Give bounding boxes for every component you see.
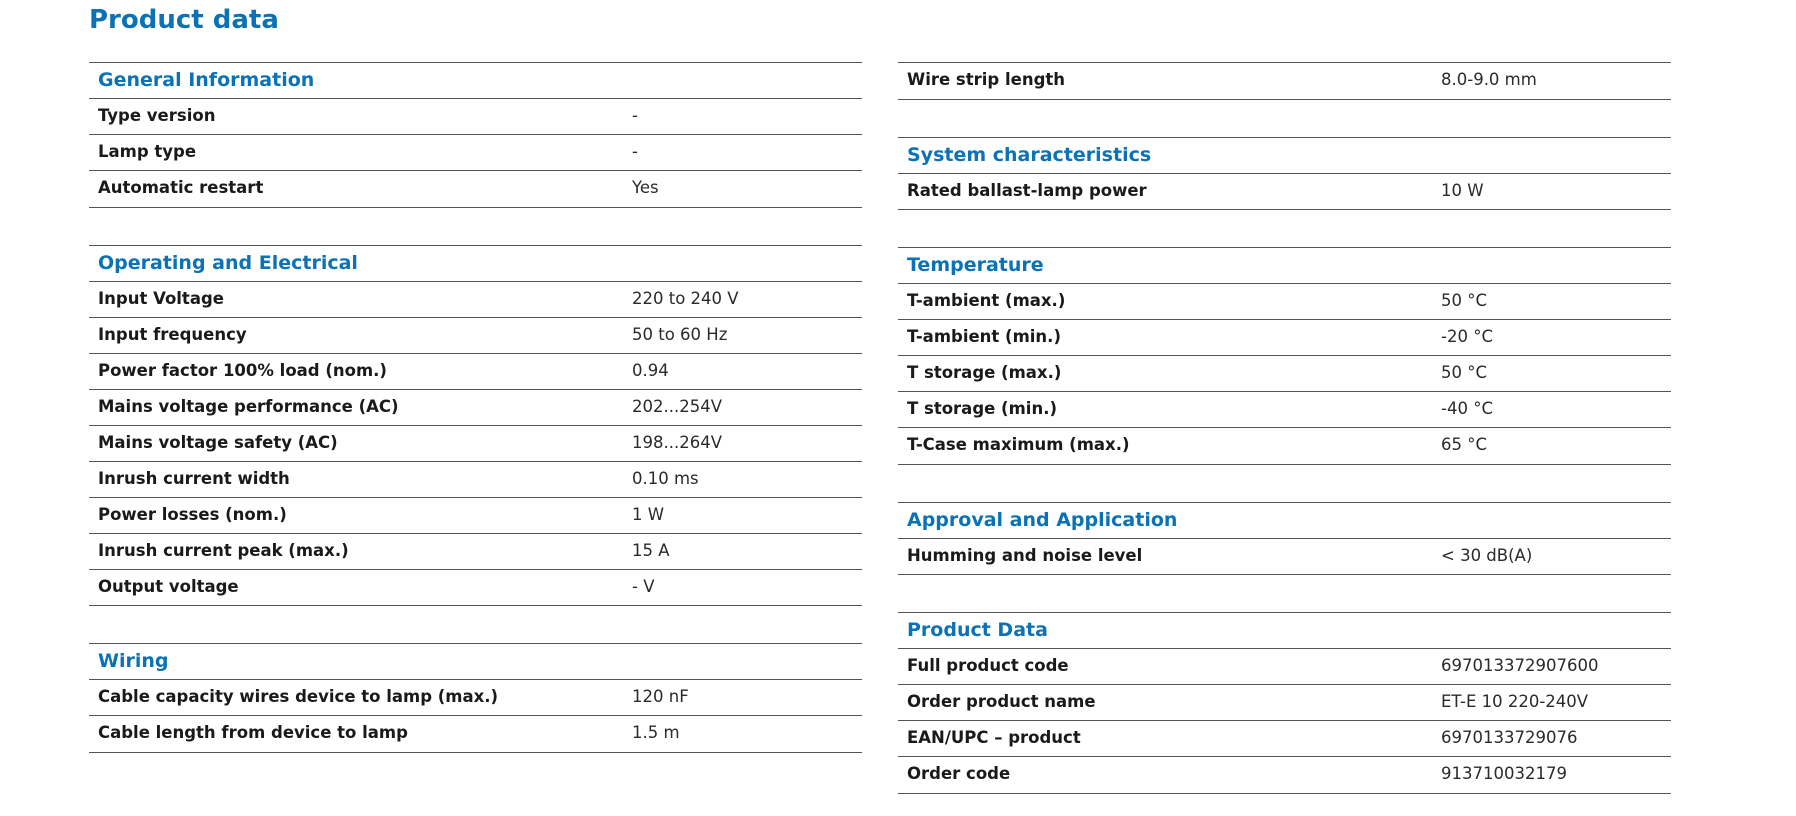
section-title-operating-electrical: Operating and Electrical xyxy=(89,245,862,281)
spec-value: Yes xyxy=(632,178,659,197)
section-spacer xyxy=(89,208,862,245)
spec-row xyxy=(89,317,862,353)
spec-row xyxy=(89,353,862,389)
right-column xyxy=(898,62,1671,794)
spec-value: 120 nF xyxy=(632,687,689,706)
spec-row xyxy=(89,569,862,607)
spec-label: Full product code xyxy=(907,656,1069,675)
spec-value: < 30 dB(A) xyxy=(1441,545,1533,565)
spec-row xyxy=(89,533,862,569)
spec-label: T storage (min.) xyxy=(907,399,1058,418)
spec-value: 220 to 240 V xyxy=(632,288,739,308)
page-title: Product data xyxy=(89,5,279,35)
spec-label: Power factor 100% load (nom.) xyxy=(98,360,387,380)
spec-label: Inrush current peak (max.) xyxy=(98,540,349,560)
section-title-wiring: Wiring xyxy=(89,643,862,679)
spec-value: 0.10 ms xyxy=(632,468,699,488)
spec-label: Output voltage xyxy=(98,576,239,596)
spec-row xyxy=(898,427,1671,465)
spec-row xyxy=(898,283,1671,319)
spec-label: Cable capacity wires device to lamp (max.) xyxy=(98,687,499,706)
spec-label: T-ambient (max.) xyxy=(907,291,1066,310)
spec-value: 697013372907600 xyxy=(1441,656,1599,675)
section-spacer xyxy=(898,465,1671,502)
spec-value: 202...254V xyxy=(632,396,723,416)
spec-row xyxy=(89,497,862,533)
spec-value: 50 to 60 Hz xyxy=(632,324,728,344)
spec-label: T storage (max.) xyxy=(907,363,1062,382)
spec-row xyxy=(89,170,862,208)
spec-value: 50 °C xyxy=(1441,291,1488,310)
spec-value: 1 W xyxy=(632,504,665,524)
spec-row xyxy=(89,679,862,715)
spec-label: Mains voltage performance (AC) xyxy=(98,396,399,416)
spec-row xyxy=(89,425,862,461)
section-spacer xyxy=(898,100,1671,137)
spec-value: 10 W xyxy=(1441,180,1484,200)
spec-value: 913710032179 xyxy=(1441,764,1567,783)
spec-label: Order product name xyxy=(907,692,1096,711)
spec-row xyxy=(89,715,862,753)
spec-label: T-Case maximum (max.) xyxy=(907,435,1130,454)
spec-value: -40 °C xyxy=(1441,399,1493,418)
section-spacer xyxy=(898,210,1671,247)
spec-row xyxy=(898,391,1671,427)
spec-value: 15 A xyxy=(632,540,670,560)
spec-value: 65 °C xyxy=(1441,435,1488,454)
spec-label: Automatic restart xyxy=(98,178,264,197)
spec-value: 8.0-9.0 mm xyxy=(1441,70,1537,89)
spec-value: 0.94 xyxy=(632,360,669,380)
spec-row xyxy=(898,684,1671,720)
spec-row xyxy=(89,98,862,134)
spec-row xyxy=(898,62,1671,100)
spec-row xyxy=(898,319,1671,355)
spec-label: EAN/UPC – product xyxy=(907,728,1081,747)
spec-label: Wire strip length xyxy=(907,70,1066,89)
spec-value: 50 °C xyxy=(1441,363,1488,382)
spec-value: - xyxy=(632,106,638,125)
spec-row xyxy=(898,720,1671,756)
section-title-temperature: Temperature xyxy=(898,247,1671,283)
spec-value: ET-E 10 220-240V xyxy=(1441,692,1589,711)
spec-label: Lamp type xyxy=(98,142,197,161)
spec-label: Input Voltage xyxy=(98,288,224,308)
spec-label: Cable length from device to lamp xyxy=(98,723,408,742)
section-title-system-characteristics: System characteristics xyxy=(898,137,1671,173)
spec-row xyxy=(898,355,1671,391)
spec-row xyxy=(89,461,862,497)
spec-row xyxy=(898,173,1671,211)
spec-row xyxy=(898,756,1671,794)
spec-label: Rated ballast-lamp power xyxy=(907,180,1147,200)
spec-label: Input frequency xyxy=(98,324,247,344)
spec-row xyxy=(89,281,862,317)
spec-row xyxy=(89,134,862,170)
section-title-general-information: General Information xyxy=(89,62,862,98)
spec-label: Type version xyxy=(98,106,216,125)
spec-value: - V xyxy=(632,576,655,596)
spec-value: 198...264V xyxy=(632,432,723,452)
spec-row xyxy=(898,648,1671,684)
spec-row xyxy=(89,389,862,425)
section-spacer xyxy=(898,575,1671,612)
left-column xyxy=(89,62,862,753)
section-title-product-data: Product Data xyxy=(898,612,1671,648)
section-title-approval-application: Approval and Application xyxy=(898,502,1671,538)
spec-value: - xyxy=(632,142,638,161)
spec-label: Order code xyxy=(907,764,1011,783)
spec-label: Mains voltage safety (AC) xyxy=(98,432,338,452)
spec-label: Power losses (nom.) xyxy=(98,504,287,524)
spec-label: Inrush current width xyxy=(98,468,290,488)
spec-value: -20 °C xyxy=(1441,327,1493,346)
spec-label: T-ambient (min.) xyxy=(907,327,1061,346)
spec-value: 1.5 m xyxy=(632,723,680,742)
spec-row xyxy=(898,538,1671,576)
spec-label: Humming and noise level xyxy=(907,545,1143,565)
spec-value: 6970133729076 xyxy=(1441,728,1578,747)
section-spacer xyxy=(89,606,862,643)
